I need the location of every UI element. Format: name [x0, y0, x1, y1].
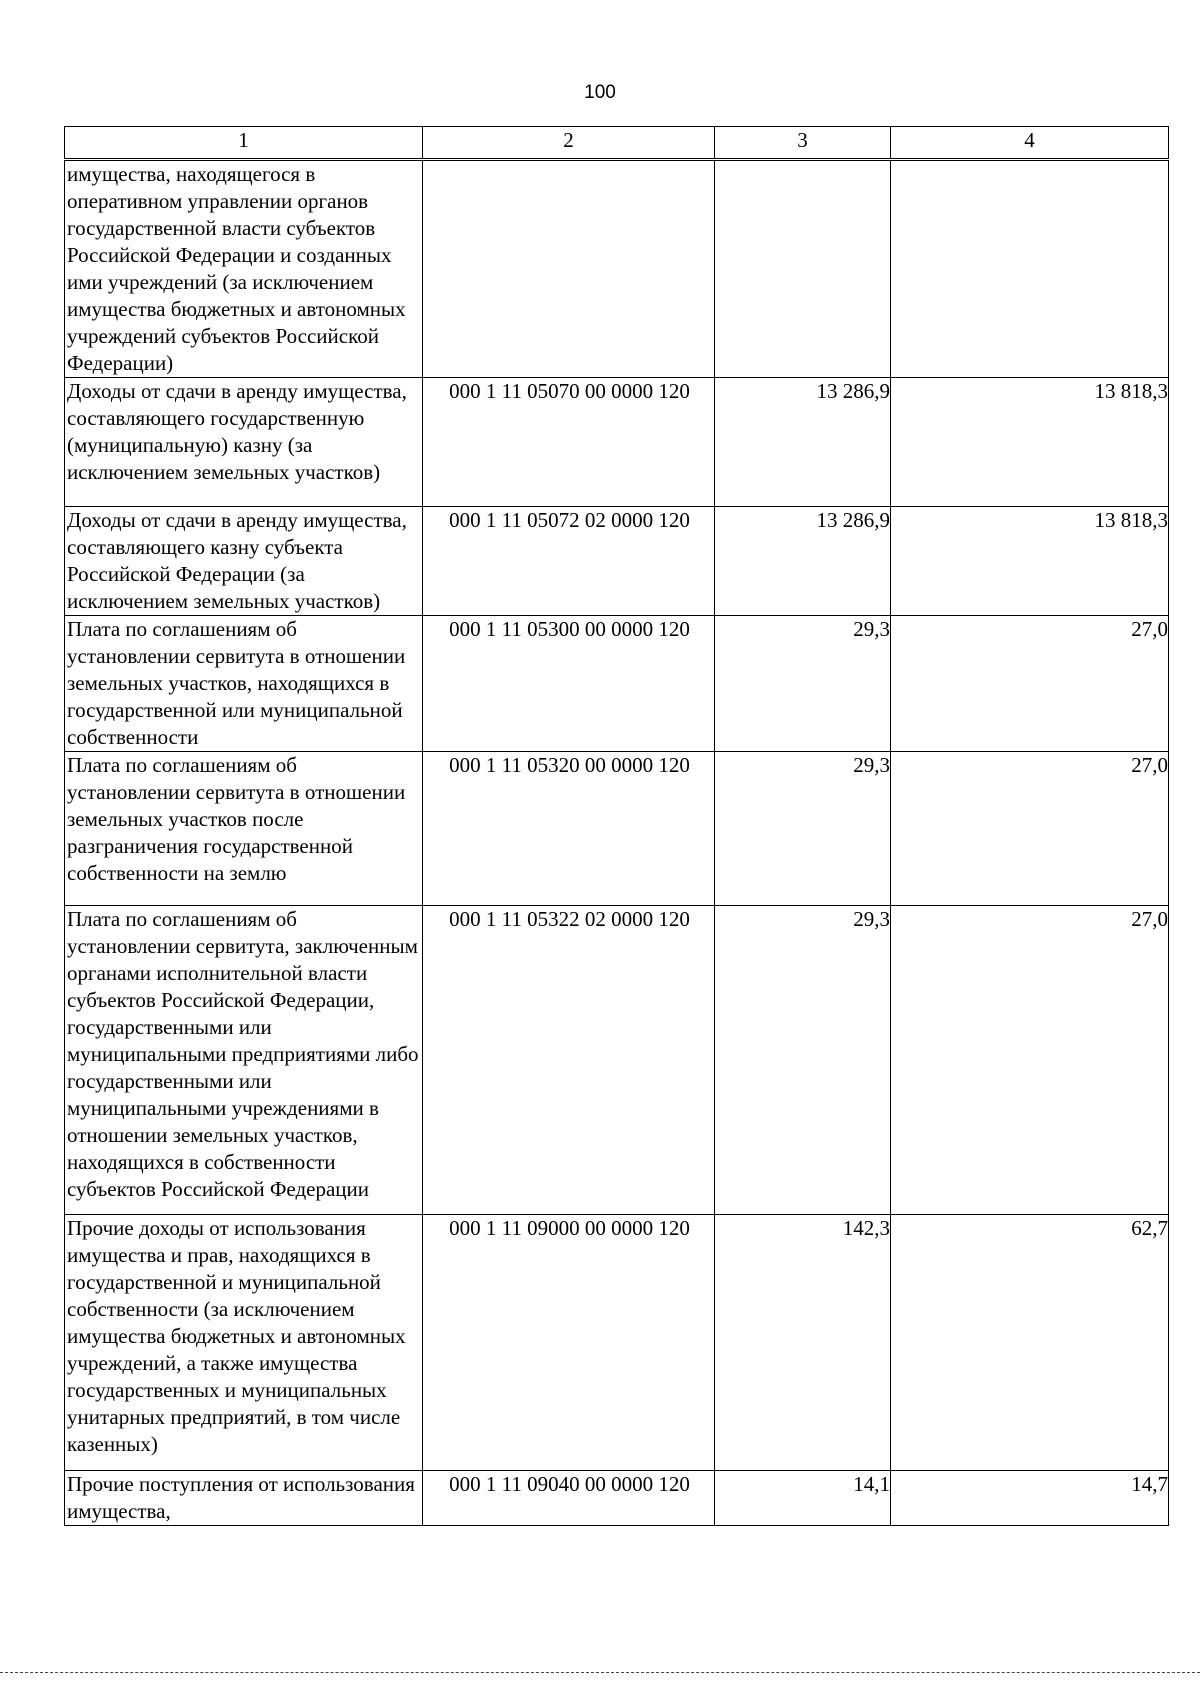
- column-header-4: 4: [891, 127, 1169, 160]
- row-value-col3: 142,3: [715, 1215, 891, 1471]
- row-code: 000 1 11 05322 02 0000 120: [423, 906, 715, 1215]
- table-row: [65, 752, 1169, 906]
- column-header-3: 3: [715, 127, 891, 160]
- row-value-col3: 29,3: [715, 752, 891, 906]
- table-row: [65, 378, 1169, 507]
- row-name: Плата по соглашениям об установлении сервитута в отношении земельных участков, находящихся в государственной или муниципальной собственности: [65, 616, 423, 752]
- row-value-col3: [715, 160, 891, 378]
- row-code: 000 1 11 05320 00 0000 120: [423, 752, 715, 906]
- row-name: Плата по соглашениям об установлении сервитута в отношении земельных участков после разграничения государственной собственности на землю: [65, 752, 423, 906]
- row-value-col3: 14,1: [715, 1471, 891, 1526]
- row-code: 000 1 11 05070 00 0000 120: [423, 378, 715, 507]
- table-row: [65, 616, 1169, 752]
- table-header-row: [65, 127, 1169, 160]
- table-row: [65, 1471, 1169, 1526]
- row-code: [423, 160, 715, 378]
- row-name: Прочие поступления от использования имущества,: [65, 1471, 423, 1526]
- row-name: Доходы от сдачи в аренду имущества, составляющего казну субъекта Российской Федерации (за исключением земельных участков): [65, 507, 423, 616]
- row-value-col4: [891, 160, 1169, 378]
- row-value-col4: 27,0: [891, 616, 1169, 752]
- row-code: 000 1 11 05300 00 0000 120: [423, 616, 715, 752]
- table-row: [65, 507, 1169, 616]
- column-header-1: 1: [65, 127, 423, 160]
- row-name: Прочие доходы от использования имущества и прав, находящихся в государственной и муниципальной собственности (за исключением имущества бюджетных и автономных учреждений, а также имущества государственных и муниципальных унитарных предприятий, в том числе казенных): [65, 1215, 423, 1471]
- column-header-2: 2: [423, 127, 715, 160]
- row-value-col4: 62,7: [891, 1215, 1169, 1471]
- row-name: Плата по соглашениям об установлении сервитута, заключенным органами исполнительной власти субъектов Российской Федерации, государственными или муниципальными предприятиями либо государственными или муниципальными учреждениями в отношении земельных участков, находящихся в собственности субъектов Российской Федерации: [65, 906, 423, 1215]
- row-value-col4: 27,0: [891, 752, 1169, 906]
- row-code: 000 1 11 09000 00 0000 120: [423, 1215, 715, 1471]
- row-code: 000 1 11 05072 02 0000 120: [423, 507, 715, 616]
- table-row: [65, 160, 1169, 378]
- row-value-col4: 13 818,3: [891, 378, 1169, 507]
- row-value-col3: 13 286,9: [715, 378, 891, 507]
- row-value-col3: 29,3: [715, 616, 891, 752]
- row-value-col3: 29,3: [715, 906, 891, 1215]
- budget-revenue-table: [64, 126, 1169, 1526]
- table-row: [65, 1215, 1169, 1471]
- page-number: 100: [584, 82, 616, 103]
- row-code: 000 1 11 09040 00 0000 120: [423, 1471, 715, 1526]
- row-name: имущества, находящегося в оперативном управлении органов государственной власти субъектов Российской Федерации и созданных ими учреждений (за исключением имущества бюджетных и автономных учреждений субъектов Российской Федерации): [65, 160, 423, 378]
- row-name: Доходы от сдачи в аренду имущества, составляющего государственную (муниципальную) казну (за исключением земельных участков): [65, 378, 423, 507]
- row-value-col4: 13 818,3: [891, 507, 1169, 616]
- row-value-col4: 14,7: [891, 1471, 1169, 1526]
- table-row: [65, 906, 1169, 1215]
- scan-bottom-divider: [0, 1672, 1200, 1673]
- row-value-col4: 27,0: [891, 906, 1169, 1215]
- row-value-col3: 13 286,9: [715, 507, 891, 616]
